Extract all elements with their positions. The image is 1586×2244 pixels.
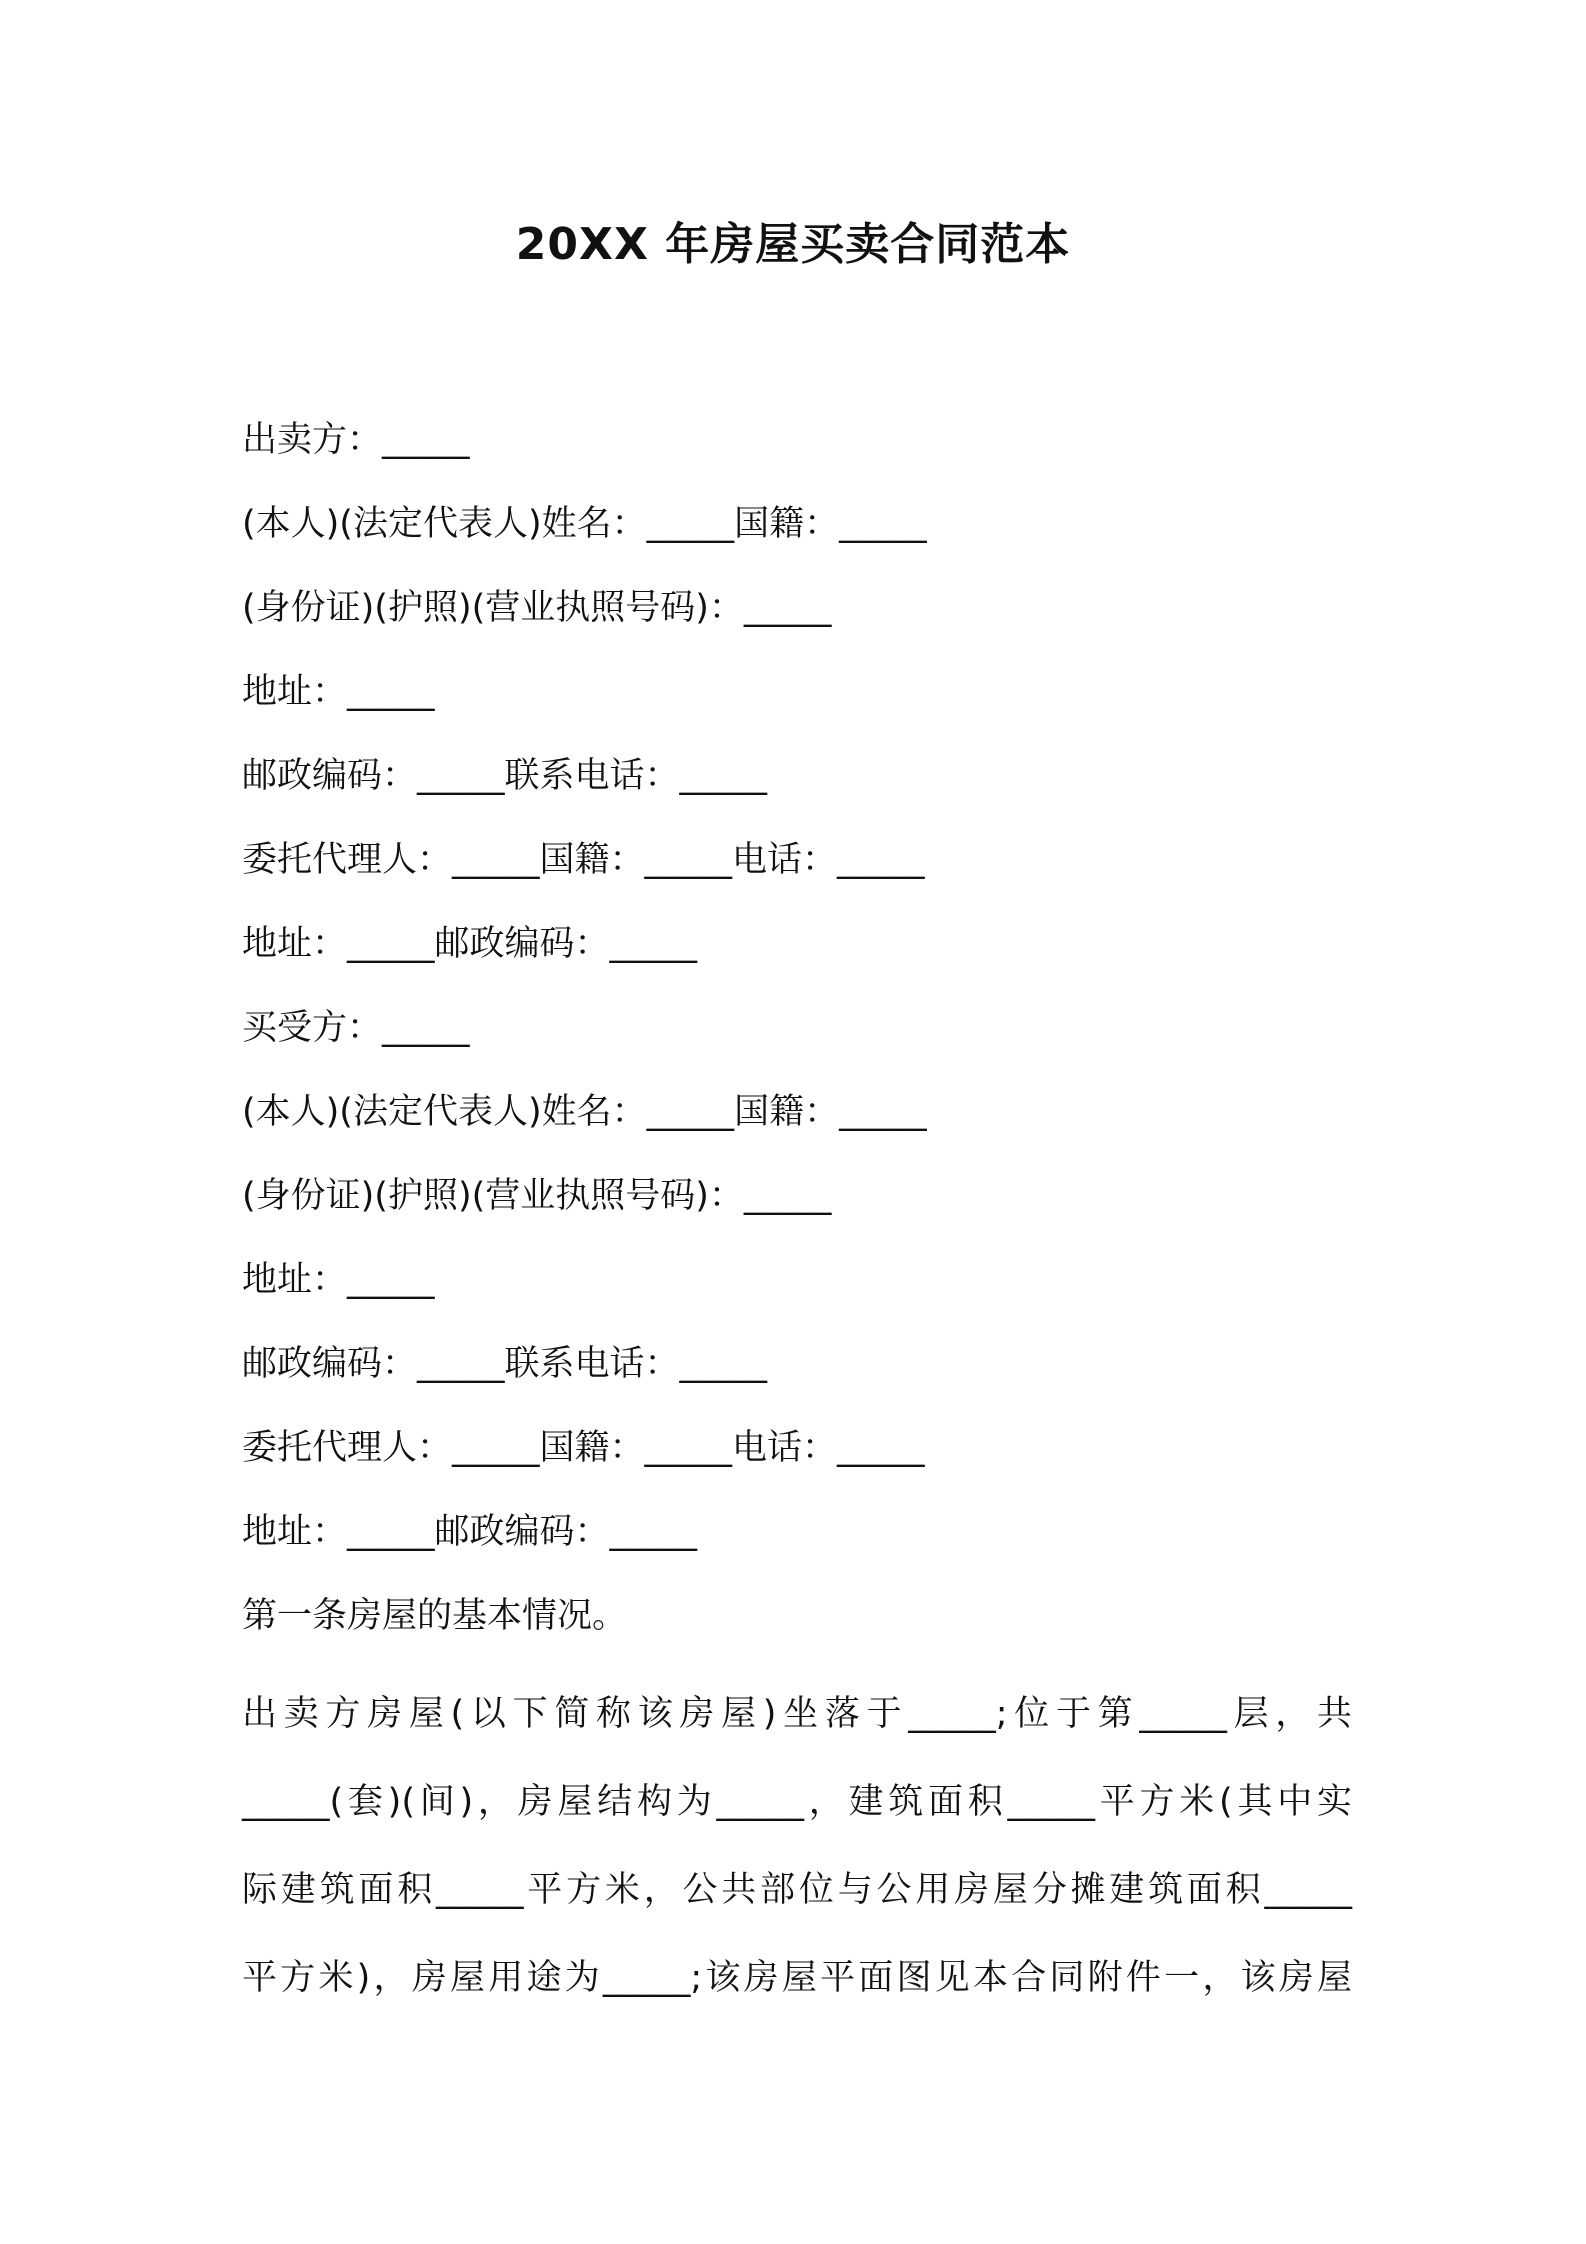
- seller-agent-line: 委托代理人：_____国籍：_____电话：_____: [242, 840, 925, 880]
- buyer-agent-line: 委托代理人：_____国籍：_____电话：_____: [242, 1428, 925, 1468]
- buyer-agent-address-line: 地址：_____邮政编码：_____: [242, 1512, 698, 1552]
- buyer-id-line: (身份证)(护照)(营业执照号码)：_____: [242, 1176, 832, 1216]
- buyer-address-line: 地址：_____: [242, 1260, 435, 1300]
- section-heading: 第一条房屋的基本情况。: [242, 1596, 628, 1636]
- buyer-line: 买受方：_____: [242, 1008, 470, 1048]
- document-title: 20XX 年房屋买卖合同范本: [515, 219, 1071, 270]
- seller-postal-phone-line: 邮政编码：_____联系电话：_____: [242, 756, 768, 796]
- seller-name-line: (本人)(法定代表人)姓名：_____国籍：_____: [242, 504, 927, 544]
- paragraph-line: 出卖方房屋(以下简称该房屋)坐落于_____;位于第_____层，共: [242, 1694, 1352, 1734]
- party-info-block: [242, 398, 1352, 1658]
- seller-address-line: 地址：_____: [242, 672, 435, 712]
- paragraph-line: 际建筑面积_____平方米，公共部位与公用房屋分摊建筑面积_____: [242, 1870, 1352, 1910]
- seller-agent-address-line: 地址：_____邮政编码：_____: [242, 924, 698, 964]
- seller-id-line: (身份证)(护照)(营业执照号码)：_____: [242, 588, 832, 628]
- seller-line: 出卖方：_____: [242, 420, 470, 460]
- section-paragraph: [242, 1670, 1352, 2022]
- buyer-postal-phone-line: 邮政编码：_____联系电话：_____: [242, 1344, 768, 1384]
- paragraph-line: _____(套)(间)，房屋结构为_____，建筑面积_____平方米(其中实: [242, 1782, 1352, 1822]
- buyer-name-line: (本人)(法定代表人)姓名：_____国籍：_____: [242, 1092, 927, 1132]
- paragraph-line: 平方米)，房屋用途为_____;该房屋平面图见本合同附件一，该房屋: [242, 1958, 1352, 1998]
